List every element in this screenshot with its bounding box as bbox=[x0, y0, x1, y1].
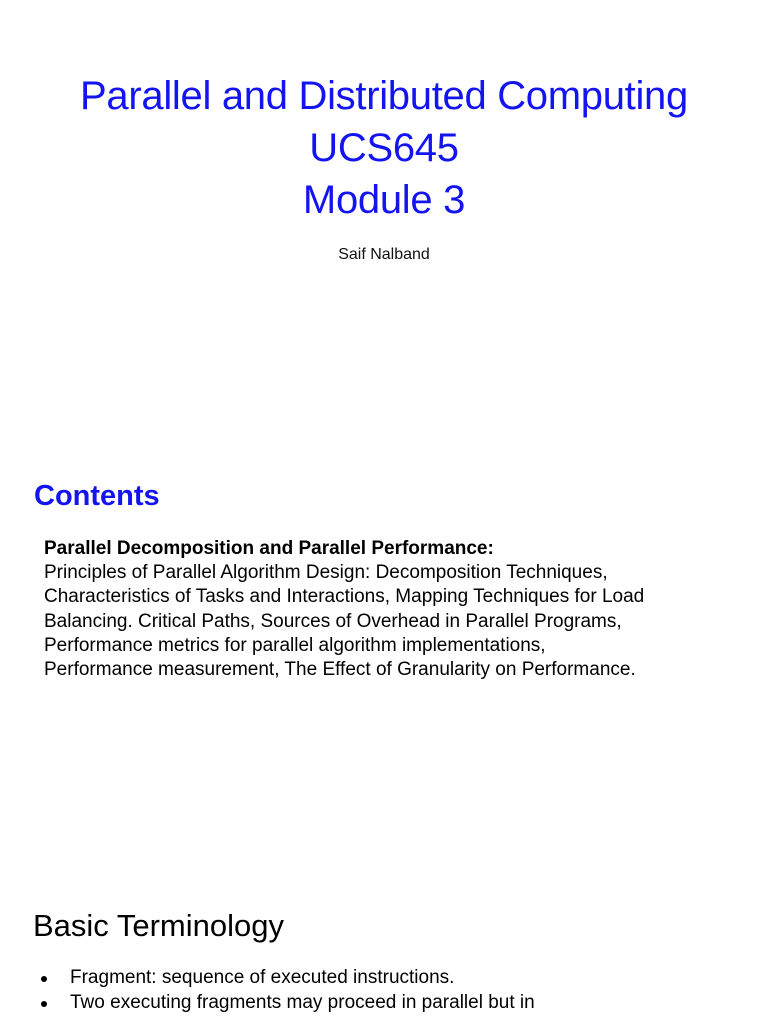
title-slide bbox=[0, 0, 768, 440]
contents-slide bbox=[0, 440, 768, 880]
contents-line: Performance metrics for parallel algorithm implementations, bbox=[44, 634, 546, 656]
contents-body bbox=[44, 537, 744, 682]
bullet-list bbox=[38, 966, 535, 1015]
title-line-code: UCS645 bbox=[309, 126, 459, 170]
title-line-module: Module 3 bbox=[302, 178, 466, 222]
bullet-dot-icon bbox=[41, 976, 47, 982]
title-line-course: Parallel and Distributed Computing bbox=[80, 74, 688, 118]
author-name: Saif Nalband bbox=[338, 246, 430, 263]
slide-title bbox=[0, 70, 768, 226]
contents-line: Principles of Parallel Algorithm Design: Decomposition Techniques, bbox=[44, 562, 608, 584]
bullet-dot-icon bbox=[41, 1001, 47, 1007]
contents-subheading: Parallel Decomposition and Parallel Performance: bbox=[44, 538, 494, 559]
bullet-text: Two executing fragments may proceed in parallel but in bbox=[70, 991, 535, 1013]
bullet-item bbox=[38, 991, 535, 1016]
bullet-text: Fragment: sequence of executed instructions. bbox=[70, 967, 455, 988]
contents-line: Balancing. Critical Paths, Sources of Overhead in Parallel Programs, bbox=[44, 610, 622, 632]
terminology-slide bbox=[0, 880, 768, 1024]
bullet-item bbox=[38, 966, 535, 991]
contents-line: Characteristics of Tasks and Interactions, Mapping Techniques for Load bbox=[44, 586, 645, 608]
contents-heading: Contents bbox=[34, 480, 160, 512]
terminology-heading: Basic Terminology bbox=[33, 908, 284, 943]
contents-line: Performance measurement, The Effect of Granularity on Performance. bbox=[44, 659, 636, 681]
